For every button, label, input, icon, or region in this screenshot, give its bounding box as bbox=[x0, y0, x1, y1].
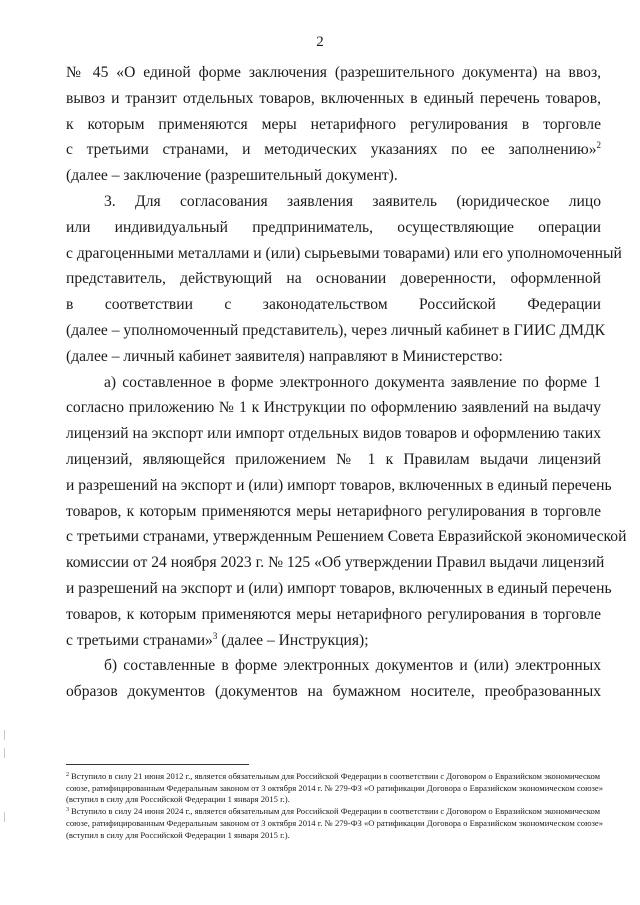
text-fragment: с третьими странами, и методических указаниях по ее заполнению» bbox=[66, 141, 597, 159]
scan-margin-mark bbox=[4, 812, 5, 822]
footnote-mark: 3 bbox=[66, 807, 69, 814]
paragraph-item-b bbox=[66, 653, 601, 705]
text-line: с драгоценными металлами и (или) сырьевыми товарами) или его уполномоченный bbox=[66, 244, 622, 262]
text-line: товаров, к которым применяются меры нетарифного регулирования в торговле bbox=[66, 502, 601, 520]
text-line: представитель, действующий на основании доверенности, оформленной bbox=[66, 270, 601, 288]
text-line: б) составленные в форме электронных документов и (или) электронных bbox=[104, 657, 601, 675]
document-body bbox=[66, 60, 627, 705]
text-fragment: с третьими странами» bbox=[66, 631, 213, 649]
text-line: вывоз и транзит отдельных товаров, включенных в единый перечень товаров, bbox=[66, 89, 601, 107]
text-line: товаров, к которым применяются меры нетарифного регулирования в торговле bbox=[66, 605, 601, 623]
footnote-divider bbox=[66, 764, 249, 765]
footnote-ref-2: 2 bbox=[596, 140, 601, 151]
text-fragment: (далее – Инструкция); bbox=[217, 631, 369, 649]
text-line: 3. Для согласования заявления заявитель (юридическое лицо bbox=[104, 192, 601, 210]
footnote-mark: 2 bbox=[66, 772, 69, 778]
footnote-2 bbox=[66, 771, 606, 806]
text-line: комиссии от 24 ноября 2023 г. № 125 «Об утверждении Правил выдачи лицензий bbox=[66, 554, 605, 572]
text-line: № 45 «О единой форме заключения (разрешительного документа) на ввоз, bbox=[66, 64, 601, 81]
text-line: (далее – заключение (разрешительный документ). bbox=[66, 167, 398, 185]
text-line: и разрешений на экспорт и (или) импорт товаров, включенных в единый перечень bbox=[66, 579, 612, 597]
footnote-ref-3: 3 bbox=[212, 630, 218, 641]
paragraph-form-reference bbox=[66, 60, 601, 189]
scan-margin-mark bbox=[4, 730, 5, 740]
paragraph-item-a bbox=[66, 370, 627, 654]
text-line: и разрешений на экспорт и (или) импорт товаров, включенных в единый перечень bbox=[66, 476, 612, 494]
text-line: согласно приложению № 1 к Инструкции по оформлению заявлений на выдачу bbox=[66, 399, 601, 417]
text-line: (далее – уполномоченный представитель), через личный кабинет в ГИИС ДМДК bbox=[66, 321, 606, 339]
footnotes bbox=[66, 771, 606, 841]
text-line: с третьими странами, утвержденным Решением Совета Евразийской экономической bbox=[66, 528, 627, 546]
text-line: к которым применяются меры нетарифного регулирования в торговле bbox=[66, 115, 601, 133]
page-number: 2 bbox=[316, 34, 324, 50]
scan-margin-mark bbox=[4, 748, 5, 758]
text-line: (далее – личный кабинет заявителя) направляют в Министерство: bbox=[66, 347, 503, 365]
footnote-text: Вступило в силу 24 июня 2024 г., является обязательным для Российской Федерации в соответствии с Договором о Евразийском экономическом союзе, ратифицированным Федеральным законом от 3 октября 2014 г. № 279-ФЗ «О ратификации Договора о Евразийском экономическом союзе» (вступил в силу для Российской Федерации 1 января 2015 г.). bbox=[66, 806, 604, 840]
text-line: а) составленное в форме электронного документа заявление по форме 1 bbox=[104, 373, 601, 391]
footnote-3 bbox=[66, 806, 606, 841]
text-line: лицензий, являющейся приложением № 1 к Правилам выдачи лицензий bbox=[66, 450, 601, 468]
text-line bbox=[66, 137, 601, 163]
text-line: в соответствии с законодательством Российской Федерации bbox=[66, 296, 601, 314]
paragraph-item-3 bbox=[66, 189, 622, 370]
footnote-text: Вступило в силу 21 июня 2012 г., является обязательным для Российской Федерации в соответствии с Договором о Евразийском экономическом союзе, ратифицированным Федеральным законом от 3 октября 2014 г. № 279-ФЗ «О ратификации Договора о Евразийском экономическом союзе» (вступил в силу для Российской Федерации 1 января 2015 г.). bbox=[66, 771, 604, 805]
text-line: лицензий на экспорт или импорт отдельных видов товаров и оформлению таких bbox=[66, 425, 601, 443]
text-line: или индивидуальный предприниматель, осуществляющие операции bbox=[66, 218, 601, 236]
text-line bbox=[66, 628, 601, 654]
text-line: образов документов (документов на бумажном носителе, преобразованных bbox=[66, 683, 601, 701]
